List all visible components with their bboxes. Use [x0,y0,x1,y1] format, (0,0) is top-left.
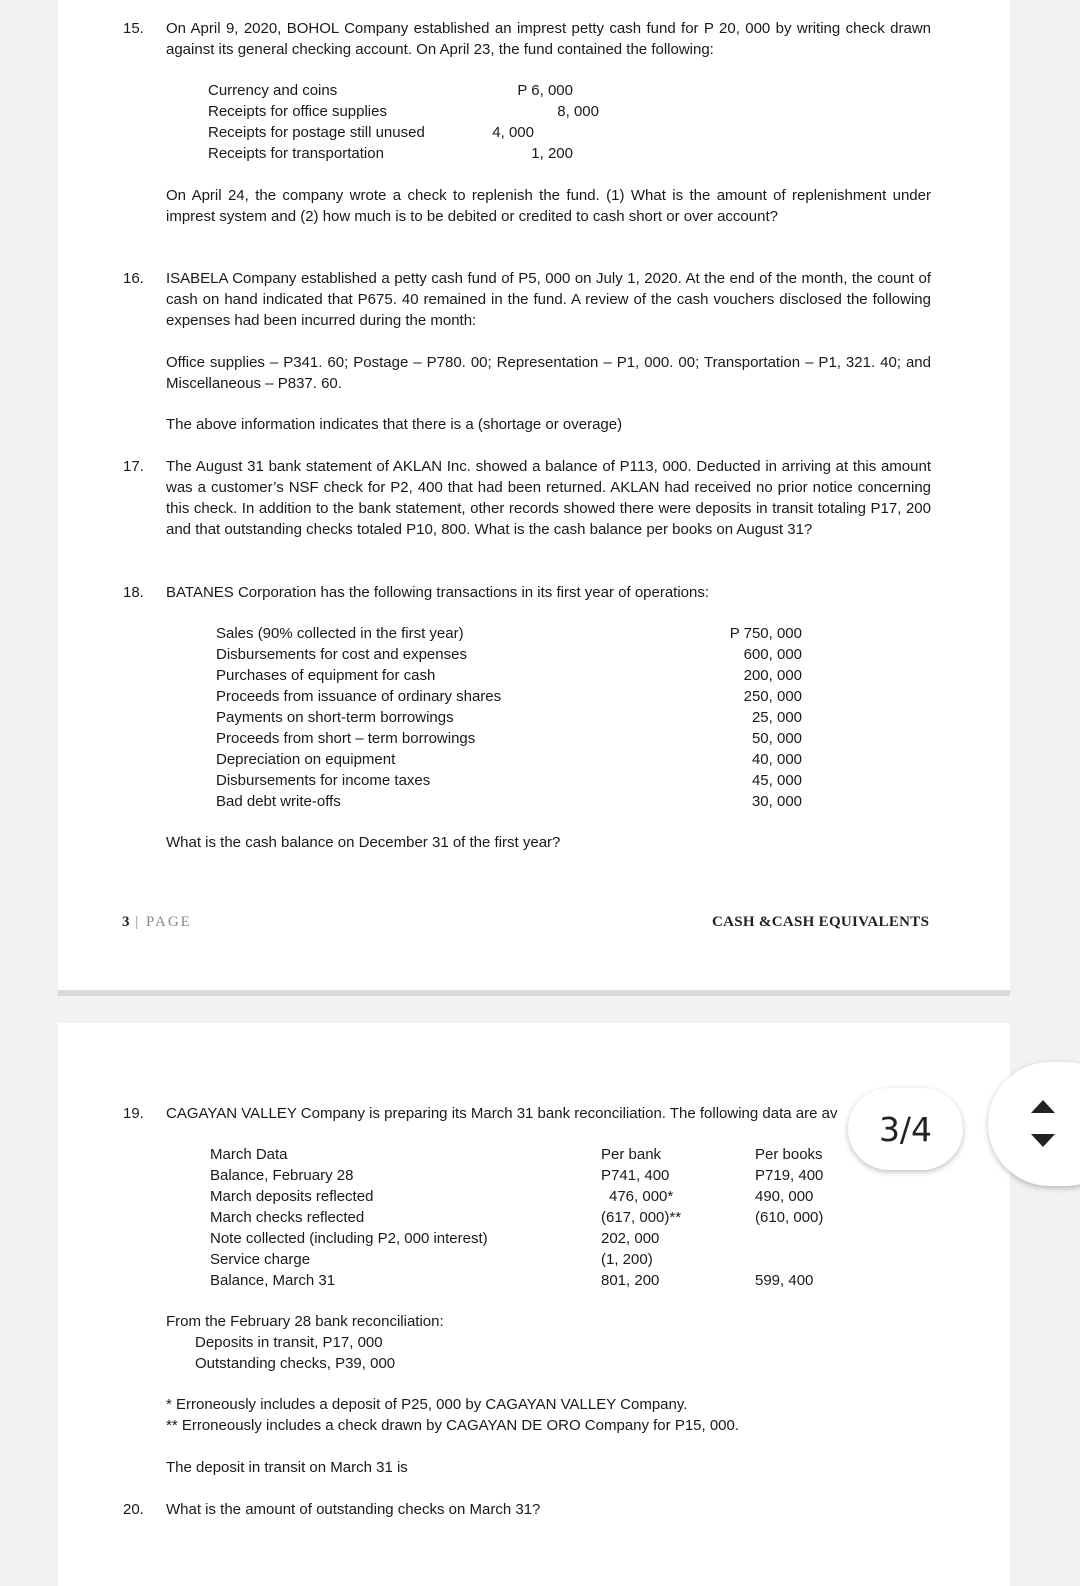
fund-item-label: Currency and coins [208,82,338,99]
question-number: 20. [123,1501,144,1518]
transaction-amount: 40, 000 [751,751,802,768]
transaction-label: Disbursements for cost and expenses [216,646,467,663]
question-number: 17. [123,458,144,475]
table-cell: (1, 200) [601,1251,653,1268]
transaction-amount: P 750, 000 [729,625,802,642]
feb-reconciliation-item: Deposits in transit, P17, 000 [195,1334,383,1351]
fund-item-label: Receipts for postage still unused [208,124,425,141]
table-cell: (617, 000)** [601,1209,682,1226]
table-cell: P719, 400 [755,1167,824,1184]
table-cell: 599, 400 [755,1272,814,1289]
table-cell: P741, 400 [601,1167,670,1184]
question-16-expenses: Office supplies – P341. 60; Postage – P780. 00; Representation – P1, 000. 00; Transportation – P1, 321. 40; and Miscellaneous – P837. 60. [166,354,931,392]
fund-item-amount: P 6, 000 [517,82,573,99]
transaction-amount: 600, 000 [743,646,802,663]
footnote: * Erroneously includes a deposit of P25, 000 by CAGAYAN VALLEY Company. [166,1396,688,1413]
triangle-up-icon[interactable] [1031,1100,1055,1113]
question-19-intro: CAGAYAN VALLEY Company is preparing its March 31 bank reconciliation. The following data are av [166,1105,838,1122]
question-16-intro: ISABELA Company established a petty cash fund of P5, 000 on July 1, 2020. At the end of the month, the count of cash on hand indicated that P675. 40 remained in the fund. A review of the cash vouchers disclosed the following expenses had been incurred during the month: [166,270,931,329]
table-cell: 476, 000* [609,1188,674,1205]
question-15-intro: On April 9, 2020, BOHOL Company established an imprest petty cash fund for P 20, 000 by writing check drawn against its general checking account. On April 23, the fund contained the following: [166,20,931,58]
table-cell: March checks reflected [210,1209,365,1226]
transaction-amount: 50, 000 [751,730,802,747]
question-number: 15. [123,20,144,37]
transaction-label: Depreciation on equipment [216,751,396,768]
question-15-text: On April 24, the company wrote a check to replenish the fund. (1) What is the amount of replenishment under imprest system and (2) how much is to be debited or credited to cash short or over account? [166,187,931,225]
page-footer-number: 3 | PAGE [122,914,192,930]
question-number: 18. [123,584,144,601]
table-cell: March deposits reflected [210,1188,374,1205]
fund-item-amount: 1, 200 [531,145,573,162]
feb-reconciliation-item: Outstanding checks, P39, 000 [195,1355,396,1372]
table-cell: Service charge [210,1251,311,1268]
question-20-text: What is the amount of outstanding checks on March 31? [166,1501,541,1518]
transaction-amount: 200, 000 [743,667,802,684]
table-header: Per bank [601,1146,662,1163]
table-cell: Balance, February 28 [210,1167,354,1184]
transaction-label: Bad debt write-offs [216,793,341,810]
table-cell: (610, 000) [755,1209,824,1226]
transaction-label: Disbursements for income taxes [216,772,431,789]
question-number: 16. [123,270,144,287]
transaction-label: Proceeds from short – term borrowings [216,730,476,747]
transaction-label: Purchases of equipment for cash [216,667,436,684]
triangle-down-icon[interactable] [1031,1134,1055,1147]
table-cell: Balance, March 31 [210,1272,336,1289]
question-number: 19. [123,1105,144,1122]
transaction-label: Proceeds from issuance of ordinary shares [216,688,502,705]
fund-item-amount: 4, 000 [492,124,534,141]
table-header: Per books [755,1146,823,1163]
question-19-text: The deposit in transit on March 31 is [166,1459,408,1476]
table-cell: Note collected (including P2, 000 interest) [210,1230,488,1247]
page-separator [58,990,1010,996]
transaction-amount: 30, 000 [751,793,802,810]
transaction-amount: 25, 000 [751,709,802,726]
transaction-label: Sales (90% collected in the first year) [216,625,464,642]
fund-item-amount: 8, 000 [557,103,599,120]
table-cell: 490, 000 [755,1188,814,1205]
question-17-text: The August 31 bank statement of AKLAN Inc. showed a balance of P113, 000. Deducted in arriving at this amount was a customer’s NSF check for P2, 400 that had been returned. AKLAN had received no prior notice concerning this check. In addition to the bank statement, other records showed there were deposits in transit totaling P17, 200 and that outstanding checks totaled P10, 800. What is the cash balance per books on August 31? [166,458,931,538]
table-cell: 202, 000 [601,1230,660,1247]
table-header: March Data [210,1146,288,1163]
fund-item-label: Receipts for office supplies [208,103,387,120]
page-indicator: 3/4 [848,1088,963,1170]
feb-reconciliation-heading: From the February 28 bank reconciliation: [166,1313,444,1330]
transaction-amount: 45, 000 [751,772,802,789]
transaction-amount: 250, 000 [743,688,802,705]
page-footer-title: CASH &CASH EQUIVALENTS [712,914,930,930]
transaction-label: Payments on short-term borrowings [216,709,454,726]
question-16-text: The above information indicates that there is a (shortage or overage) [166,416,623,433]
footnote: ** Erroneously includes a check drawn by CAGAYAN DE ORO Company for P15, 000. [166,1417,740,1434]
question-18-text: What is the cash balance on December 31 of the first year? [166,834,561,851]
fund-item-label: Receipts for transportation [208,145,384,162]
table-cell: 801, 200 [601,1272,660,1289]
question-18-intro: BATANES Corporation has the following transactions in its first year of operations: [166,584,710,601]
